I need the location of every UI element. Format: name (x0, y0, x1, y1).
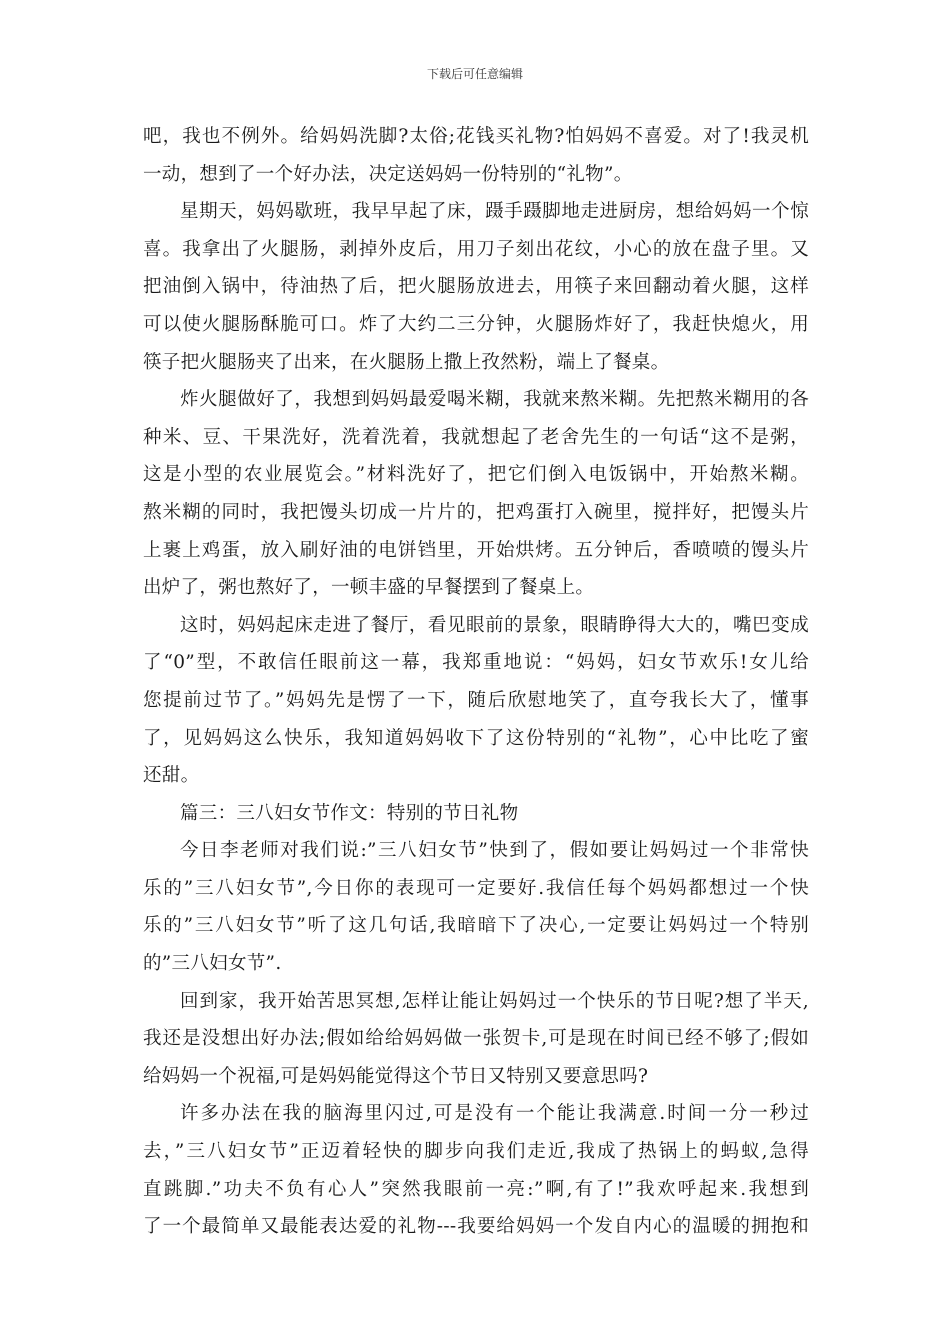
text-line: 了一个最简单又最能表达爱的礼物---我要给妈妈一个发自内心的温暖的拥抱和 (143, 1216, 809, 1238)
text-line: 去，”三八妇女节”正迈着轻快的脚步向我们走近,我成了热锅上的蚂蚁,急得 (143, 1141, 809, 1163)
text-line: 我还是没想出好办法;假如给给妈妈做一张贺卡,可是现在时间已经不够了;假如 (143, 1028, 809, 1050)
text-line: 喜。我拿出了火腿肠，剥掉外皮后，用刀子刻出花纹，小心的放在盘子里。又 (143, 238, 809, 260)
text-line: 熬米糊的同时，我把馒头切成一片片的，把鸡蛋打入碗里，搅拌好，把馒头片 (143, 501, 809, 523)
text-line: 许多办法在我的脑海里闪过,可是没有一个能让我满意.时间一分一秒过 (180, 1103, 809, 1125)
text-line: 炸火腿做好了，我想到妈妈最爱喝米糊，我就来熬米糊。先把熬米糊用的各 (180, 389, 809, 411)
text-line: 了，见妈妈这么快乐，我知道妈妈收下了这份特别的“礼物”，心中比吃了蜜 (143, 727, 809, 749)
text-line: 吧，我也不例外。给妈妈洗脚?太俗;花钱买礼物?怕妈妈不喜爱。对了!我灵机 (143, 126, 809, 147)
text-line: 了“0”型，不敢信任眼前这一幕，我郑重地说：“妈妈，妇女节欢乐!女儿给 (143, 652, 809, 674)
text-line: 还甜。 (143, 765, 200, 787)
page-header: 下载后可任意编辑 (426, 67, 523, 81)
text-line: 直跳脚.”功夫不负有心人”突然我眼前一亮:”啊,有了!”我欢呼起来.我想到 (143, 1178, 809, 1200)
text-line: 这时，妈妈起床走进了餐厅，看见眼前的景象，眼睛睁得大大的，嘴巴变成 (180, 614, 809, 636)
text-line: 乐的”三八妇女节”听了这几句话,我暗暗下了决心,一定要让妈妈过一个特别 (143, 915, 809, 937)
text-line: 一动，想到了一个好办法，决定送妈妈一份特别的“礼物”。 (143, 163, 633, 185)
text-line: 把油倒入锅中，待油热了后，把火腿肠放进去，用筷子来回翻动着火腿，这样 (143, 276, 809, 298)
text-line: 您提前过节了。”妈妈先是愣了一下，随后欣慰地笑了，直夸我长大了，懂事 (143, 689, 809, 711)
text-line: 篇三：三八妇女节作文：特别的节日礼物 (180, 802, 519, 824)
text-line: 乐的”三八妇女节”,今日你的表现可一定要好.我信任每个妈妈都想过一个快 (143, 877, 809, 899)
text-line: 给妈妈一个祝福,可是妈妈能觉得这个节日又特别又要意思吗? (143, 1065, 649, 1087)
document-body (143, 118, 809, 1246)
text-line: 今日李老师对我们说:”三八妇女节”快到了，假如要让妈妈过一个非常快 (180, 840, 809, 862)
text-line: 出炉了，粥也熬好了，一顿丰盛的早餐摆到了餐桌上。 (143, 577, 595, 599)
text-line: 星期天，妈妈歇班，我早早起了床，蹑手蹑脚地走进厨房，想给妈妈一个惊 (180, 201, 809, 223)
text-line: 上裹上鸡蛋，放入刷好油的电饼铛里，开始烘烤。五分钟后，香喷喷的馒头片 (143, 539, 809, 561)
text-line: 种米、豆、干果洗好，洗着洗着，我就想起了老舍先生的一句话“这不是粥， (143, 426, 809, 448)
text-line: 筷子把火腿肠夹了出来，在火腿肠上撒上孜然粉，端上了餐桌。 (143, 351, 670, 373)
text-line: 回到家，我开始苦思冥想,怎样让能让妈妈过一个快乐的节日呢?想了半天, (180, 990, 809, 1012)
text-line: 的”三八妇女节”. (143, 953, 282, 975)
text-line: 这是小型的农业展览会。”材料洗好了，把它们倒入电饭锅中，开始熬米糊。 (143, 464, 809, 486)
text-line: 可以使火腿肠酥脆可口。炸了大约二三分钟，火腿肠炸好了，我赶快熄火，用 (143, 313, 809, 335)
